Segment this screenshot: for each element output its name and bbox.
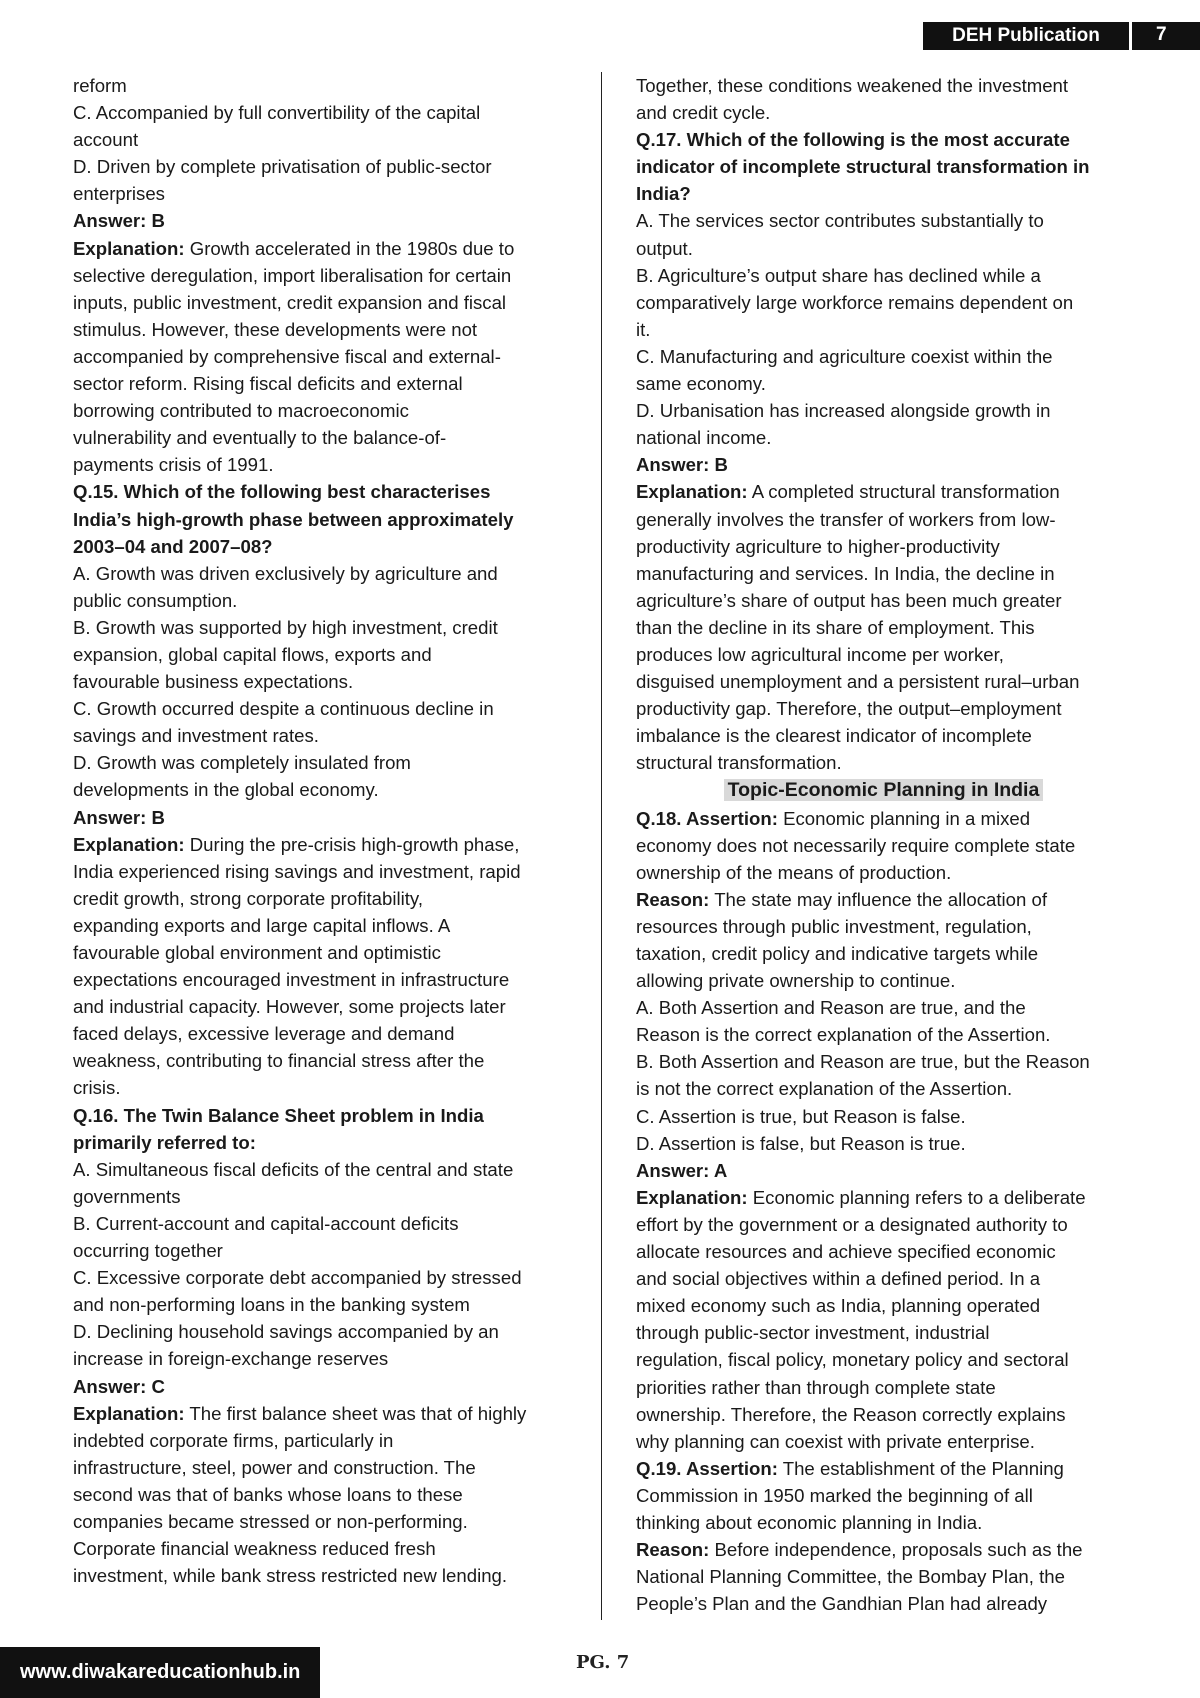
text-line: borrowing contributed to macroeconomic xyxy=(73,400,409,422)
text-line: resources through public investment, regulation, xyxy=(636,915,1032,937)
text-line: B. Growth was supported by high investment, credit xyxy=(73,616,498,638)
text-line: D. Urbanisation has increased alongside growth in xyxy=(636,400,1051,422)
text-line: structural transformation. xyxy=(636,752,842,774)
text-line: regulation, fiscal policy, monetary policy and sectoral xyxy=(636,1349,1069,1371)
bold-line: Q.16. The Twin Balance Sheet problem in India xyxy=(73,1104,484,1126)
bold-line: Answer: A xyxy=(636,1159,728,1181)
column-divider xyxy=(601,72,602,1620)
page-header xyxy=(923,22,1200,50)
text-line: A. Both Assertion and Reason are true, and the xyxy=(636,997,1026,1019)
text-line: expectations encouraged investment in infrastructure xyxy=(73,969,510,991)
bold-lead: Explanation: xyxy=(636,1186,748,1208)
text-line: mixed economy such as India, planning operated xyxy=(636,1295,1041,1317)
text-line: ownership of the means of production. xyxy=(636,861,952,883)
text-line: Together, these conditions weakened the investment xyxy=(636,75,1069,96)
text-line: A. Simultaneous fiscal deficits of the central and state xyxy=(73,1158,514,1180)
text-line: national income. xyxy=(636,427,772,449)
text-line: savings and investment rates. xyxy=(73,725,319,747)
text-line: People’s Plan and the Gandhian Plan had already xyxy=(636,1593,1048,1615)
text-line xyxy=(636,886,1131,913)
text-line xyxy=(73,235,573,262)
bold-line: India’s high-growth phase between approximately xyxy=(73,508,514,530)
text-line: stimulus. However, these developments were not xyxy=(73,318,478,340)
text-line: C. Growth occurred despite a continuous decline in xyxy=(73,698,494,720)
text-line: crisis. xyxy=(73,1077,121,1099)
text-line: C. Excessive corporate debt accompanied by stressed xyxy=(73,1267,522,1289)
bold-lead: Reason: xyxy=(636,1539,710,1561)
text-line: B. Both Assertion and Reason are true, but the Reason xyxy=(636,1051,1090,1073)
text-line: it. xyxy=(636,318,651,340)
text-line: India experienced rising savings and investment, rapid xyxy=(73,860,521,882)
text-line: indebted corporate firms, particularly in xyxy=(73,1429,394,1451)
text-line: second was that of banks whose loans to these xyxy=(73,1483,463,1505)
line-rest: The establishment of the Planning xyxy=(777,1457,1064,1479)
text-line: credit growth, strong corporate profitability, xyxy=(73,887,423,909)
text-line: taxation, credit policy and indicative targets while xyxy=(636,943,1039,964)
left-column xyxy=(73,72,573,1589)
bold-line: primarily referred to: xyxy=(73,1131,256,1153)
line-rest: Growth accelerated in the 1980s due to xyxy=(184,237,515,259)
text-line: faced delays, excessive leverage and demand xyxy=(73,1023,455,1045)
text-line: Reason is the correct explanation of the Assertion. xyxy=(636,1024,1051,1046)
text-line: increase in foreign-exchange reserves xyxy=(73,1348,389,1370)
text-line: and non-performing loans in the banking system xyxy=(73,1294,470,1316)
line-rest: The state may influence the allocation of xyxy=(709,888,1048,910)
line-rest: Economic planning in a mixed xyxy=(777,807,1031,829)
text-line: is not the correct explanation of the Assertion. xyxy=(636,1078,1013,1100)
text-line xyxy=(636,805,1131,832)
text-line: manufacturing and services. In India, the decline in xyxy=(636,562,1055,584)
text-line: selective deregulation, import liberalisation for certain xyxy=(73,264,512,286)
text-line: why planning can coexist with private enterprise. xyxy=(636,1430,1035,1452)
line-rest: A completed structural transformation xyxy=(747,481,1060,503)
text-line: A. The services sector contributes substantially to xyxy=(636,210,1044,232)
text-line xyxy=(636,478,1131,505)
text-line: account xyxy=(73,129,139,151)
text-line: economy does not necessarily require complete state xyxy=(636,834,1076,856)
text-line: disguised unemployment and a persistent rural–urban xyxy=(636,671,1080,693)
line-rest: Before independence, proposals such as the xyxy=(709,1539,1083,1561)
text-line: expansion, global capital flows, exports and xyxy=(73,643,432,665)
topic-heading-text: Topic-Economic Planning in India xyxy=(724,779,1044,801)
text-line: D. Driven by complete privatisation of public-sector xyxy=(73,156,492,178)
text-line: D. Declining household savings accompanied by an xyxy=(73,1321,499,1343)
bold-line: Q.17. Which of the following is the most accurate xyxy=(636,129,1070,151)
text-line: Corporate financial weakness reduced fresh xyxy=(73,1538,436,1560)
bold-line: Answer: B xyxy=(73,806,165,828)
text-line: same economy. xyxy=(636,373,766,395)
text-line: companies became stressed or non-performing. xyxy=(73,1510,468,1532)
bold-lead: Explanation: xyxy=(73,833,185,855)
text-line: and social objectives within a defined period. In a xyxy=(636,1268,1041,1290)
text-line: productivity agriculture to higher-productivity xyxy=(636,535,1000,557)
line-rest: During the pre-crisis high-growth phase, xyxy=(184,833,520,855)
bold-line: indicator of incomplete structural transformation in xyxy=(636,156,1090,178)
text-line xyxy=(73,831,573,858)
text-line: Commission in 1950 marked the beginning of all xyxy=(636,1484,1033,1506)
text-line: through public-sector investment, industrial xyxy=(636,1322,990,1344)
text-line: and industrial capacity. However, some projects later xyxy=(73,996,506,1018)
header-page-number: 7 xyxy=(1132,22,1200,50)
text-line: than the decline in its share of employment. This xyxy=(636,616,1035,638)
text-line: allocate resources and achieve specified economic xyxy=(636,1241,1056,1263)
text-line: ownership. Therefore, the Reason correctly explains xyxy=(636,1403,1066,1425)
text-line: accompanied by comprehensive fiscal and external- xyxy=(73,345,501,367)
bold-line: Answer: C xyxy=(73,1375,165,1397)
text-line: investment, while bank stress restricted new lending. xyxy=(73,1565,508,1587)
text-line: vulnerability and eventually to the balance-of- xyxy=(73,427,447,449)
bold-lead: Q.18. Assertion: xyxy=(636,807,778,829)
text-line: B. Current-account and capital-account deficits xyxy=(73,1212,459,1234)
footer-website[interactable]: www.diwakareducationhub.in xyxy=(0,1647,320,1698)
topic-heading xyxy=(636,776,1131,804)
text-line: occurring together xyxy=(73,1240,223,1262)
text-line: C. Manufacturing and agriculture coexist within the xyxy=(636,345,1053,367)
text-line: inputs, public investment, credit expansion and fiscal xyxy=(73,291,507,313)
bold-line: Q.15. Which of the following best characterises xyxy=(73,481,491,503)
publisher-label: DEH Publication xyxy=(923,22,1129,50)
text-line: enterprises xyxy=(73,183,165,205)
text-line: comparatively large workforce remains dependent on xyxy=(636,291,1074,313)
text-line: C. Assertion is true, but Reason is false. xyxy=(636,1105,966,1127)
bold-line: Answer: B xyxy=(73,210,165,232)
text-line: B. Agriculture’s output share has declined while a xyxy=(636,264,1041,286)
text-line: infrastructure, steel, power and construction. The xyxy=(73,1456,476,1478)
text-line: developments in the global economy. xyxy=(73,779,379,801)
right-column xyxy=(636,72,1131,1617)
text-line: favourable global environment and optimistic xyxy=(73,942,441,963)
text-line: and credit cycle. xyxy=(636,102,771,124)
text-line: sector reform. Rising fiscal deficits and external xyxy=(73,373,463,395)
bold-line: India? xyxy=(636,183,691,205)
bold-lead: Reason: xyxy=(636,888,710,910)
footer-page-label: PG. 7 xyxy=(576,1652,630,1673)
text-line: produces low agricultural income per worker, xyxy=(636,643,1004,665)
text-line: D. Assertion is false, but Reason is true. xyxy=(636,1132,966,1154)
text-line: A. Growth was driven exclusively by agriculture and xyxy=(73,562,498,584)
text-line: imbalance is the clearest indicator of incomplete xyxy=(636,725,1032,747)
text-line: productivity gap. Therefore, the output–employment xyxy=(636,698,1062,720)
text-line xyxy=(636,1536,1131,1563)
text-line xyxy=(73,1400,573,1427)
line-rest: The first balance sheet was that of highly xyxy=(184,1402,527,1424)
text-line: effort by the government or a designated authority to xyxy=(636,1213,1068,1235)
text-line: generally involves the transfer of workers from low- xyxy=(636,508,1056,530)
bold-lead: Explanation: xyxy=(636,481,748,503)
text-line xyxy=(636,1184,1131,1211)
text-line: payments crisis of 1991. xyxy=(73,454,274,476)
text-line: C. Accompanied by full convertibility of the capital xyxy=(73,102,481,124)
text-line: reform xyxy=(73,75,127,96)
text-line: weakness, contributing to financial stress after the xyxy=(73,1050,485,1072)
bold-line: 2003–04 and 2007–08? xyxy=(73,535,273,557)
bold-lead: Q.19. Assertion: xyxy=(636,1457,778,1479)
bold-lead: Explanation: xyxy=(73,1402,185,1424)
text-line: expanding exports and large capital inflows. A xyxy=(73,914,451,936)
text-line: favourable business expectations. xyxy=(73,671,354,693)
text-line: governments xyxy=(73,1185,181,1207)
line-rest: Economic planning refers to a deliberate xyxy=(747,1186,1086,1208)
text-line: thinking about economic planning in India. xyxy=(636,1511,983,1533)
bold-line: Answer: B xyxy=(636,454,728,476)
text-line: National Planning Committee, the Bombay Plan, the xyxy=(636,1566,1065,1588)
text-line: allowing private ownership to continue. xyxy=(636,970,956,992)
text-line: public consumption. xyxy=(73,589,238,611)
text-line xyxy=(636,1455,1131,1482)
text-line: D. Growth was completely insulated from xyxy=(73,752,411,774)
text-line: priorities rather than through complete state xyxy=(636,1376,996,1398)
text-line: agriculture’s share of output has been much greater xyxy=(636,589,1062,611)
bold-lead: Explanation: xyxy=(73,237,185,259)
text-line: output. xyxy=(636,237,693,259)
